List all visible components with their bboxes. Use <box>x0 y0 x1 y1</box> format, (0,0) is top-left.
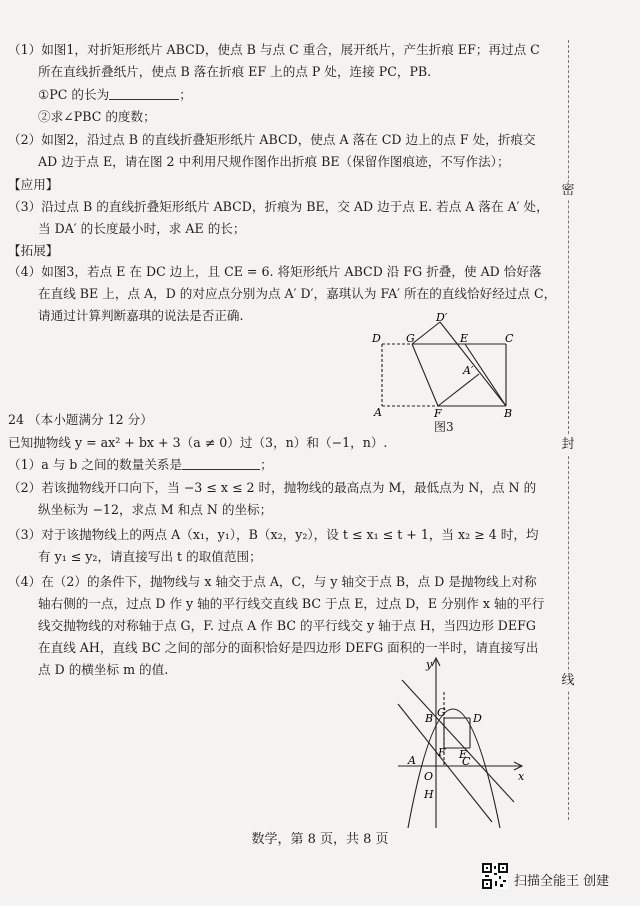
answer-blank-pc <box>109 87 179 100</box>
q23-part1-sub1 <box>38 87 192 103</box>
binding-dashed-line <box>568 40 569 820</box>
q24-part1 <box>8 457 273 473</box>
scanner-watermark: 扫描全能王 创建 <box>514 874 610 889</box>
fig3-label-f: F <box>434 407 442 420</box>
q24-heading: 24 （本小题满分 12 分） <box>8 412 153 427</box>
section-extend: 【拓展】 <box>8 243 59 258</box>
fig3-label-aprime: A′ <box>463 364 474 377</box>
graph-label-g: G <box>437 706 446 719</box>
fig3-caption: 图3 <box>434 420 454 434</box>
q24-part4-line2: 轴右侧的一点，过点 D 作 y 轴的平行线交直线 BC 于点 E，过点 D，E 分别作 x 轴的平行 <box>38 596 545 611</box>
graph-label-o: O <box>424 770 434 783</box>
q23-part4-line2: 在直线 BE 上，点 A，D 的对应点分别为点 A′ D′，嘉琪认为 FA′ 所在的直线恰好经过点 C， <box>38 286 557 301</box>
q24-part3-line2: 有 y₁ ≤ y₂，请直接写出 t 的取值范围； <box>38 549 262 564</box>
q23-part4-line1: （4）如图3，若点 E 在 DC 边上，且 CE = 6. 将矩形纸片 ABCD 沿 FG 折叠，使 AD 恰好落 <box>8 264 542 279</box>
q23-part4-line3: 请通过计算判断嘉琪的说法是否正确. <box>38 308 244 323</box>
parabola-figure <box>392 652 532 830</box>
answer-blank-ab <box>182 457 260 470</box>
q23-part3-line2: 当 DA′ 的长度最小时，求 AE 的长； <box>38 221 246 236</box>
qr-code-icon <box>482 863 508 889</box>
fig3-label-b: B <box>504 407 513 420</box>
graph-label-x: x <box>518 770 525 783</box>
graph-label-y: y <box>426 658 433 671</box>
q23-part2-line1: （2）如图2，沿过点 B 的直线折叠矩形纸片 ABCD，使点 A 落在 CD 边上的点 F 处，折痕交 <box>8 132 536 147</box>
fig3-label-d: D <box>372 332 381 345</box>
q23-part3-line1: （3）沿过点 B 的直线折叠矩形纸片 ABCD，折痕为 BE，交 AD 边于点 E. 若点 A 落在 A′ 处， <box>8 199 549 214</box>
fig3-label-a: A <box>374 406 382 419</box>
graph-label-f: F <box>438 746 446 759</box>
graph-label-a: A <box>408 754 416 767</box>
q24-part2-line2: 纵坐标为 −12，求点 M 和点 N 的坐标； <box>38 502 273 517</box>
graph-label-c: C <box>462 755 471 768</box>
fig3-label-e: E <box>460 332 469 345</box>
sub1-text: ①PC 的长为 <box>38 87 110 102</box>
seal-mark-feng: 封 <box>556 436 580 454</box>
seal-mark-mi: 密 <box>556 182 580 200</box>
q24-part1-end: ； <box>260 457 273 472</box>
q23-part1-line2: 所在直线折叠纸片，使点 B 落在折痕 EF 上的点 P 处，连接 PC，PB. <box>38 64 432 79</box>
q24-part4-line5: 点 D 的横坐标 m 的值. <box>38 662 169 677</box>
q23-part2-line2: AD 边于点 E，请在图 2 中利用尺规作图作出折痕 BE（保留作图痕迹，不写作法）； <box>38 154 510 169</box>
q24-part4-line1: （4）在（2）的条件下，抛物线与 x 轴交于点 A，C，与 y 轴交于点 B，点 D 是抛物线上对称 <box>8 574 537 589</box>
fig3-label-c: C <box>505 332 514 345</box>
fig3-label-dprime: D′ <box>436 312 448 324</box>
sub1-end: ； <box>179 87 192 102</box>
q24-part2-line1: （2）若该抛物线开口向下，当 −3 ≤ x ≤ 2 时，抛物线的最高点为 M，最低点为 N，点 N 的 <box>8 480 537 495</box>
q24-stem: 已知抛物线 y = ax² + bx + 3（a ≠ 0）过（3，n）和（−1，n）. <box>8 435 388 450</box>
graph-label-b: B <box>425 712 434 725</box>
q23-part1-line1: （1）如图1，对折矩形纸片 ABCD，使点 B 与点 C 重合，展开纸片，产生折痕 EF；再过点 C <box>8 42 540 57</box>
graph-label-e: E <box>459 748 468 761</box>
q24-part3-line1: （3）对于该抛物线上的两点 A（x₁，y₁），B（x₂，y₂），设 t ≤ x₁ ≤ t + 1，当 x₂ ≥ 4 时，均 <box>8 527 539 542</box>
section-apply: 【应用】 <box>8 177 59 192</box>
figure-3 <box>368 312 528 428</box>
q24-part4-line4: 在直线 AH，直线 BC 之间的部分的面积恰好是四边形 DEFG 面积的一半时，请直接写出 <box>38 640 539 655</box>
graph-label-h: H <box>424 788 434 801</box>
q23-part1-sub2: ②求∠PBC 的度数； <box>38 109 156 124</box>
seal-mark-xian: 线 <box>556 672 580 690</box>
q24-part4-line3: 线交抛物线的对称轴于点 G，F. 过点 A 作 BC 的平行线交 y 轴于点 H，当四边形 DEFG <box>38 618 536 633</box>
fig3-label-g: G <box>406 332 415 345</box>
q24-part1-text: （1）a 与 b 之间的数量关系是 <box>8 457 183 472</box>
graph-label-d: D <box>473 712 482 725</box>
page-footer: 数学，第 8 页，共 8 页 <box>251 832 389 847</box>
